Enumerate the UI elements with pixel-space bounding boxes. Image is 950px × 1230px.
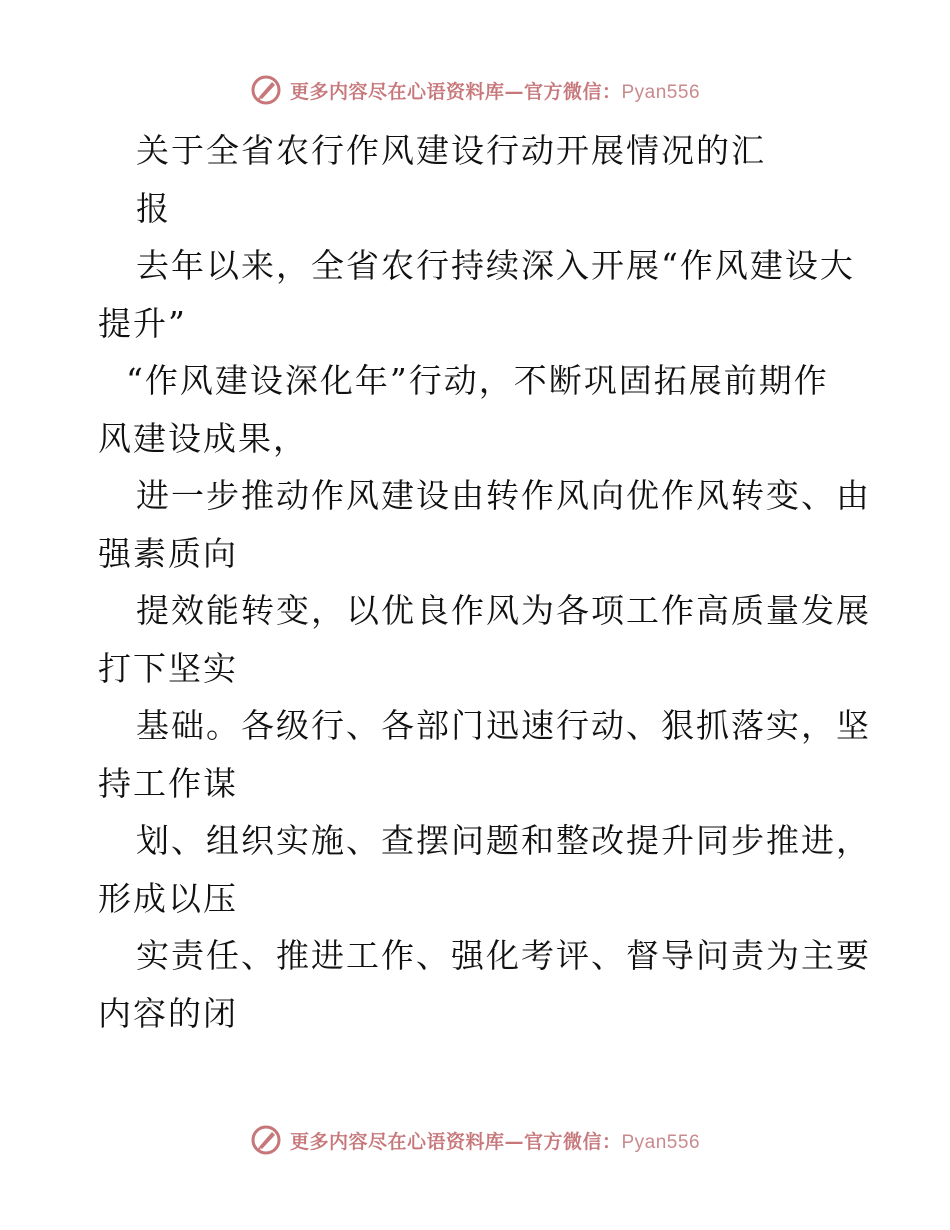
paragraph-line: 基础。各级行、各部门迅速行动、狠抓落实，坚 bbox=[136, 706, 871, 745]
document-title-line: 关于全省农行作风建设行动开展情况的汇 bbox=[136, 131, 766, 170]
paragraph-line: 风建设成果， bbox=[98, 418, 308, 458]
watermark-text: 更多内容尽在心语资料库—官方微信： bbox=[289, 1130, 622, 1153]
paragraph-line: 内容的闭 bbox=[98, 993, 238, 1033]
paragraph-line: 持工作谋 bbox=[98, 763, 238, 803]
paragraph-line: 提效能转变，以优良作风为各项工作高质量发展 bbox=[136, 591, 871, 630]
document-body bbox=[98, 122, 871, 1042]
feather-pen-logo-icon bbox=[250, 1124, 282, 1156]
footer-watermark bbox=[0, 1120, 950, 1160]
paragraph-line: 去年以来，全省农行持续深入开展“作风建设大 bbox=[136, 246, 855, 285]
watermark-text: 更多内容尽在心语资料库—官方微信： bbox=[289, 80, 622, 103]
document-title-line: 报 bbox=[136, 188, 171, 228]
paragraph-line: “作风建设深化年”行动，不断巩固拓展前期作 bbox=[126, 361, 829, 400]
feather-pen-logo-icon bbox=[250, 74, 282, 106]
paragraph-line: 划、组织实施、查摆问题和整改提升同步推进， bbox=[136, 821, 871, 860]
watermark-account: Pyan556 bbox=[621, 81, 701, 103]
paragraph-line: 打下坚实 bbox=[98, 648, 238, 688]
paragraph-line: 实责任、推进工作、强化考评、督导问责为主要 bbox=[136, 936, 871, 975]
paragraph-line: 进一步推动作风建设由转作风向优作风转变、由 bbox=[136, 476, 871, 515]
watermark-account: Pyan556 bbox=[621, 1131, 701, 1153]
paragraph-line: 形成以压 bbox=[98, 878, 238, 918]
header-watermark bbox=[0, 70, 950, 110]
paragraph-line: 提升” bbox=[98, 303, 187, 343]
paragraph-line: 强素质向 bbox=[98, 533, 238, 573]
